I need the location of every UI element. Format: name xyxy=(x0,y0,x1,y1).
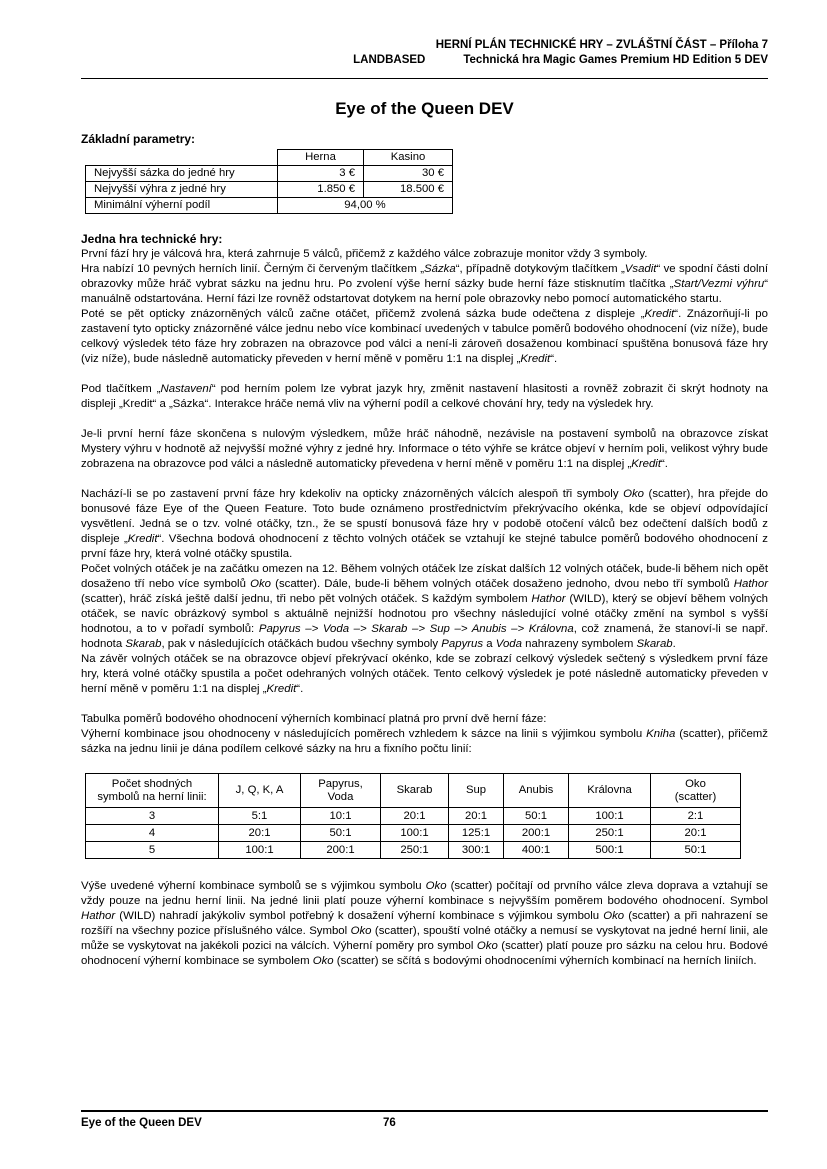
cell: 5:1 xyxy=(219,808,301,825)
header-cell: Kasino xyxy=(364,150,453,166)
header-line2 xyxy=(81,53,768,68)
cell: 5 xyxy=(86,842,219,859)
header-cell: Anubis xyxy=(504,774,569,808)
row-label: Minimální výherní podíl xyxy=(86,198,278,214)
row-label: Nejvyšší výhra z jedné hry xyxy=(86,182,278,198)
page-footer xyxy=(81,1110,768,1130)
table-row xyxy=(86,808,741,825)
cell: 100:1 xyxy=(381,825,449,842)
cell: 50:1 xyxy=(504,808,569,825)
spacer xyxy=(81,697,768,712)
paragraph: Na závěr volných otáček se na obrazovce objeví překrývací okénko, kde se zobrazí celkový výsledek sečtený s výsledkem první fáze hry, která volné otáčky spustila a počet odehraných volných otáček. Tento celkový výsledek je poté následně automaticky převeden v herní měně v poměru 1:1 na displej „Kredit“. xyxy=(81,653,768,695)
header-line1: HERNÍ PLÁN TECHNICKÉ HRY – ZVLÁŠTNÍ ČÁST – Příloha 7 xyxy=(435,39,768,51)
cell: 300:1 xyxy=(449,842,504,859)
header-cell: Královna xyxy=(569,774,651,808)
cell: 2:1 xyxy=(651,808,741,825)
paragraph: Výše uvedené výherní kombinace symbolů se s výjimkou symbolu Oko (scatter) počítají od prvního válce zleva doprava a vztahují se vždy pouze na jednu herní linii. Na jedné linii platí pouze výherní kombinace s nejvyšším poměrem bodového ohodnocení. Symbol Hathor (WILD) nahradí jakýkoliv symbol potřebný k dosažení výherní kombinace s výjimkou symbolu Oko (scatter) a při nahrazení se rozšíří na všechny pozice příslušného válce. Symbol Oko (scatter), spouští volné otáčky a nemusí se vyskytovat na jedné herní linii, ale může se vyskytovat na jakékoli pozici na válcích. Výherní poměry pro symbol Oko (scatter) platí pouze pro sázku na celou hru. Bodové ohodnocení výherní kombinace se symbolem Oko (scatter) se sčítá s bodovými ohodnoceními výherních kombinací na herních liniích. xyxy=(81,880,768,967)
spacer xyxy=(81,757,768,765)
params-heading: Základní parametry: xyxy=(81,132,196,146)
paragraph: Hra nabízí 10 pevných herních linií. Černým či červeným tlačítkem „Sázka“, případně dotykovým tlačítkem „Vsadit“ ve spodní části dolní obrazovky může hráč vybrat sázku na jednu hru. Po zvolení výše herní sázky bude herní fáze stisknutím tlačítka „Start/Vezmi výhru“ manuálně odstartována. Herní fázi lze rovněž odstartovat dotykem na herní pole obrazovky nebo pomocí automatického startu. xyxy=(81,263,768,305)
cell: 500:1 xyxy=(569,842,651,859)
payout-table xyxy=(85,773,741,859)
cell: 250:1 xyxy=(569,825,651,842)
params-table xyxy=(85,149,453,214)
paragraph: Pod tlačítkem „Nastavení“ pod herním polem lze vybrat jazyk hry, změnit nastavení hlasitosti a rovněž zobrazit či skrýt hodnoty na displeji „Kredit“ a „Sázka“. Interakce hráče nemá vliv na výherní podíl a celkové chování hry, tedy na výsledek hry. xyxy=(81,383,768,410)
spacer xyxy=(81,472,768,487)
cell: 3 € xyxy=(278,166,364,182)
paragraph: Poté se pět opticky znázorněných válců začne otáčet, přičemž zvolená sázka bude odečtena z displeje „Kredit“. Znázorňují-li po zastavení tyto opticky znázorněné válce jednu nebo více kombinací uvedených v tabulce poměrů bodového ohodnocení (viz níže), bude celkový výsledek této fáze hry zobrazen na obrazovce pod válci a není-li zároveň dosaženou kombinací spuštěna bonusová fáze hry (viz níže), bude následně automaticky převeden v herní měně v poměru 1:1 na displej „Kredit“. xyxy=(81,308,768,365)
header-cell: Sup xyxy=(449,774,504,808)
table-row xyxy=(86,166,453,182)
paragraph: Tabulka poměrů bodového ohodnocení výherních kombinací platná pro první dvě herní fáze: xyxy=(81,713,547,725)
spacer xyxy=(81,859,768,879)
table-row xyxy=(86,774,741,808)
table-row xyxy=(86,198,453,214)
section-heading: Jedna hra technické hry: xyxy=(81,232,223,246)
cell: 250:1 xyxy=(381,842,449,859)
page-content xyxy=(81,38,768,969)
cell: 4 xyxy=(86,825,219,842)
cell: 30 € xyxy=(364,166,453,182)
cell: 100:1 xyxy=(219,842,301,859)
spacer xyxy=(81,367,768,382)
cell: 1.850 € xyxy=(278,182,364,198)
table-row xyxy=(86,825,741,842)
cell: 18.500 € xyxy=(364,182,453,198)
spacer xyxy=(81,412,768,427)
header-cell: Počet shodných symbolů na herní linii: xyxy=(86,774,219,808)
cell: 50:1 xyxy=(301,825,381,842)
header-cell: Oko (scatter) xyxy=(651,774,741,808)
landbased-label: LANDBASED xyxy=(353,54,426,66)
table-row xyxy=(86,842,741,859)
paragraph: Počet volných otáček je na začátku omezen na 12. Během volných otáček lze získat dalších 12 volných otáček, bude-li během nich opět dosaženo tří nebo více symbolů Oko (scatter). Dále, bude-li během volných otáček dosaženo jednoho, dvou nebo tří symbolů Hathor (scatter), hráč získá ještě další jednu, tři nebo pět volných otáček. S každým symbolem Hathor (WILD), který se objeví během volných otáček, se navíc obrázkový symbol s aktuálně nejnižší hodnotou pro všechny následující volné otáčky změní na symbol s vyšší hodnotou, a to v pořadí symbolů: Papyrus –> Voda –> Skarab –> Sup –> Anubis –> Královna, což znamená, že stanoví-li se např. hodnota Skarab, pak v následujících otáčkách budou všechny symboly Papyrus a Voda nahrazeny symbolem Skarab. xyxy=(81,563,768,650)
cell: 10:1 xyxy=(301,808,381,825)
paragraph: Výherní kombinace jsou ohodnoceny v následujících poměrech vzhledem k sázce na linii s výjimkou symbolu Kniha (scatter), přičemž sázka na jednu linii je dána podílem celkové sázky na hru a fixního počtu linií: xyxy=(81,728,768,755)
cell: 20:1 xyxy=(219,825,301,842)
cell: 50:1 xyxy=(651,842,741,859)
cell: 400:1 xyxy=(504,842,569,859)
cell: 3 xyxy=(86,808,219,825)
cell: 200:1 xyxy=(504,825,569,842)
header-cell: Skarab xyxy=(381,774,449,808)
cell: 20:1 xyxy=(449,808,504,825)
page-header xyxy=(81,38,768,68)
cell: 200:1 xyxy=(301,842,381,859)
cell: 20:1 xyxy=(381,808,449,825)
header-divider xyxy=(81,78,768,79)
paragraph: První fází hry je válcová hra, která zahrnuje 5 válců, přičemž z každého válce zobrazuje monitor vždy 3 symboly. xyxy=(81,248,648,260)
table-row xyxy=(86,182,453,198)
header-cell: J, Q, K, A xyxy=(219,774,301,808)
footer-title: Eye of the Queen DEV xyxy=(81,1117,202,1129)
header-cell: Herna xyxy=(278,150,364,166)
cell: 125:1 xyxy=(449,825,504,842)
row-label: Nejvyšší sázka do jedné hry xyxy=(86,166,278,182)
product-label: Technická hra Magic Games Premium HD Edition 5 DEV xyxy=(463,54,768,66)
paragraph: Je-li první herní fáze skončena s nulovým výsledkem, může hráč náhodně, nezávisle na postavení symbolů na obrazovce získat Mystery výhru v hodnotě až nejvyšší možné výhry z jedné hry. Informace o této výhře se krátce objeví v herním poli, velikost výhry bude zobrazena na obrazovce pod válci a následně automaticky převedena v herní měně v poměru 1:1 na displej „Kredit“. xyxy=(81,428,768,470)
cell: 100:1 xyxy=(569,808,651,825)
table-row xyxy=(86,150,453,166)
header-cell: Papyrus, Voda xyxy=(301,774,381,808)
empty-cell xyxy=(86,150,278,166)
cell: 20:1 xyxy=(651,825,741,842)
page-number: 76 xyxy=(383,1117,396,1129)
cell: 94,00 % xyxy=(278,198,453,214)
page-title: Eye of the Queen DEV xyxy=(335,99,514,118)
paragraph: Nachází-li se po zastavení první fáze hry kdekoliv na opticky znázorněných válcích alespoň tři symboly Oko (scatter), hra přejde do bonusové fáze Eye of the Queen Feature. Toto bude oznámeno prostřednictvím překrývacího okénka, kde se objeví odpovídající vysvětlení. Jedná se o tzv. volné otáčky, tzn., že se spustí bonusová fáze hry v podobě otočení válců bez odečtení dalších bodů z displeje „Kredit“. Všechna bodová ohodnocení z těchto volných otáček se vztahují ke stejné tabulce poměrů bodového ohodnocení z první fáze hry, která volné otáčky spustila. xyxy=(81,488,769,560)
